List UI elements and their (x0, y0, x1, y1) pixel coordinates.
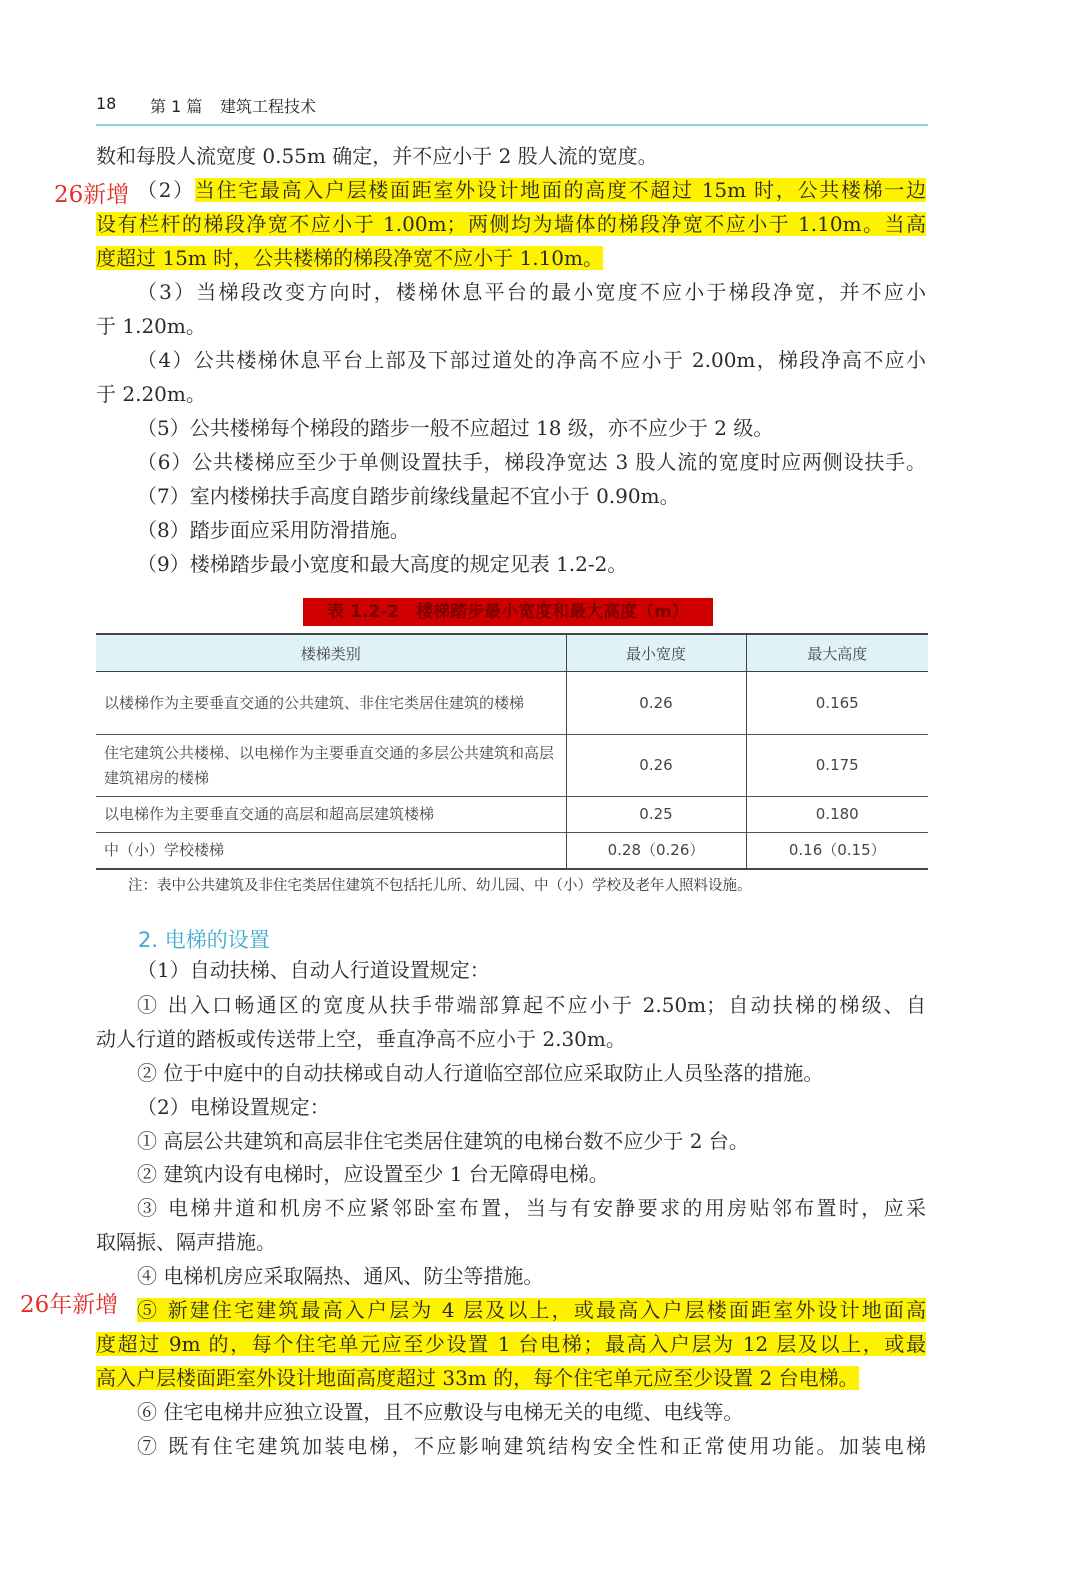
table-row (96, 672, 928, 735)
paragraph-line (137, 1398, 743, 1426)
header-rule (96, 124, 928, 126)
annotation-new-2026: 26新增 (54, 182, 130, 208)
paragraph-line (96, 1025, 626, 1053)
paragraph-line (96, 1228, 276, 1256)
paragraph-line (96, 142, 658, 170)
line-text: ④ 电梯机房应采取隔热、通风、防尘等措施。 (137, 1264, 544, 1288)
table-header: 楼梯类别 (96, 634, 566, 672)
chapter-title: 建筑工程技术 (220, 97, 317, 116)
table-cell: 0.28（0.26） (566, 833, 746, 869)
paragraph-line (137, 1194, 926, 1222)
line-text: ① 出入口畅通区的宽度从扶手带端部算起不应小于 2.50m；自动扶梯的梯级、自 (137, 993, 926, 1017)
table-cell: 0.175 (746, 735, 928, 797)
line-text: （9）楼梯踏步最小宽度和最大高度的规定见表 1.2-2。 (137, 552, 628, 576)
highlighted-text: 度超过 15m 时，公共楼梯的梯段净宽不应小于 1.10m。 (96, 246, 603, 270)
table-note: 注：表中公共建筑及非住宅类居住建筑不包括托儿所、幼儿园、中（小）学校及老年人照料设施。 (128, 878, 752, 894)
line-text: （2）电梯设置规定： (137, 1095, 330, 1119)
paragraph-line (137, 278, 926, 306)
table-cell: 0.25 (566, 797, 746, 833)
table-cell: 0.180 (746, 797, 928, 833)
paragraph-line (96, 380, 206, 408)
paragraph-line (137, 482, 680, 510)
line-text: ① 高层公共建筑和高层非住宅类居住建筑的电梯台数不应少于 2 台。 (137, 1129, 749, 1153)
line-text: （1）自动扶梯、自动人行道设置规定： (137, 958, 490, 982)
line-text: 取隔振、隔声措施。 (96, 1230, 276, 1254)
paragraph-line (137, 1160, 609, 1188)
part-label: 第 1 篇 (150, 97, 203, 116)
line-text: 于 2.20m。 (96, 382, 206, 406)
highlighted-paragraph-line (96, 244, 603, 272)
highlighted-paragraph-line (96, 1330, 926, 1358)
line-text: ⑦ 既有住宅建筑加装电梯，不应影响建筑结构安全性和正常使用功能。加装电梯 (137, 1434, 926, 1458)
line-text: （3）当梯段改变方向时，楼梯休息平台的最小宽度不应小于梯段净宽，并不应小 (137, 280, 926, 304)
line-text: ⑥ 住宅电梯井应独立设置，且不应敷设与电梯无关的电缆、电线等。 (137, 1400, 744, 1424)
line-text: （4）公共楼梯休息平台上部及下部过道处的净高不应小于 2.00m，梯段净高不应小 (137, 348, 926, 372)
table-row (96, 735, 928, 797)
paragraph-line (96, 312, 206, 340)
highlighted-paragraph-line (96, 210, 926, 238)
paragraph-line (137, 1262, 543, 1290)
paragraph-line (137, 346, 926, 374)
paragraph-line (137, 956, 490, 984)
stair-step-table (96, 633, 928, 870)
highlighted-text: 高入户层楼面距室外设计地面高度超过 33m 的，每个住宅单元应至少设置 2 台电梯。 (96, 1366, 859, 1390)
line-text: 于 1.20m。 (96, 314, 206, 338)
section-heading: 2. 电梯的设置 (138, 928, 270, 952)
line-text: （5）公共楼梯每个梯段的踏步一般不应超过 18 级，亦不应少于 2 级。 (137, 416, 774, 440)
line-text: 数和每股人流宽度 0.55m 确定，并不应小于 2 股人流的宽度。 (96, 144, 658, 168)
table-cell: 住宅建筑公共楼梯、以电梯作为主要垂直交通的多层公共建筑和高层建筑裙房的楼梯 (96, 735, 566, 797)
highlighted-paragraph-line (137, 176, 926, 204)
table-row (96, 797, 928, 833)
line-text: （8）踏步面应采用防滑措施。 (137, 518, 410, 542)
line-text: ③ 电梯井道和机房不应紧邻卧室布置，当与有安静要求的用房贴邻布置时，应采 (137, 1196, 926, 1220)
highlighted-text: 设有栏杆的梯段净宽不应小于 1.00m；两侧均为墙体的梯段净宽不应小于 1.10m。当高 (96, 212, 926, 236)
line-text: （7）室内楼梯扶手高度自踏步前缘线量起不宜小于 0.90m。 (137, 484, 680, 508)
table-title: 表 1.2-2 楼梯踏步最小宽度和最大高度（m） (303, 598, 713, 626)
line-text: （6）公共楼梯应至少于单侧设置扶手，梯段净宽达 3 股人流的宽度时应两侧设扶手。 (137, 450, 926, 474)
paragraph-line (137, 1093, 330, 1121)
table-cell: 0.26 (566, 735, 746, 797)
paragraph-line (137, 414, 773, 442)
highlighted-paragraph-line (137, 1296, 926, 1324)
table-cell: 以楼梯作为主要垂直交通的公共建筑、非住宅类居住建筑的楼梯 (96, 672, 566, 735)
line-text: ② 位于中庭中的自动扶梯或自动人行道临空部位应采取防止人员坠落的措施。 (137, 1061, 824, 1085)
annotation-new-2026-elevator: 26年新增 (20, 1292, 119, 1318)
table-cell: 0.165 (746, 672, 928, 735)
highlighted-text: ⑤ 新建住宅建筑最高入户层为 4 层及以上，或最高入户层楼面距室外设计地面高 (137, 1298, 926, 1322)
line-text: （2） (137, 178, 195, 202)
paragraph-line (137, 550, 627, 578)
table-cell: 0.26 (566, 672, 746, 735)
table-cell: 以电梯作为主要垂直交通的高层和超高层建筑楼梯 (96, 797, 566, 833)
paragraph-line (137, 448, 926, 476)
paragraph-line (137, 516, 410, 544)
table-cell: 中（小）学校楼梯 (96, 833, 566, 869)
table-header: 最小宽度 (566, 634, 746, 672)
paragraph-line (137, 1059, 823, 1087)
page-number: 18 (96, 94, 117, 113)
highlighted-text: 度超过 9m 的，每个住宅单元应至少设置 1 台电梯；最高入户层为 12 层及以上，或最 (96, 1332, 926, 1356)
paragraph-line (137, 991, 926, 1019)
paragraph-line (137, 1432, 926, 1460)
highlighted-text: 当住宅最高入户层楼面距室外设计地面的高度不超过 15m 时，公共楼梯一边 (194, 178, 926, 202)
line-text: ② 建筑内设有电梯时，应设置至少 1 台无障碍电梯。 (137, 1162, 609, 1186)
table-row (96, 833, 928, 869)
line-text: 动人行道的踏板或传送带上空，垂直净高不应小于 2.30m。 (96, 1027, 626, 1051)
table-header: 最大高度 (746, 634, 928, 672)
table-cell: 0.16（0.15） (746, 833, 928, 869)
highlighted-paragraph-line (96, 1364, 859, 1392)
paragraph-line (137, 1127, 749, 1155)
